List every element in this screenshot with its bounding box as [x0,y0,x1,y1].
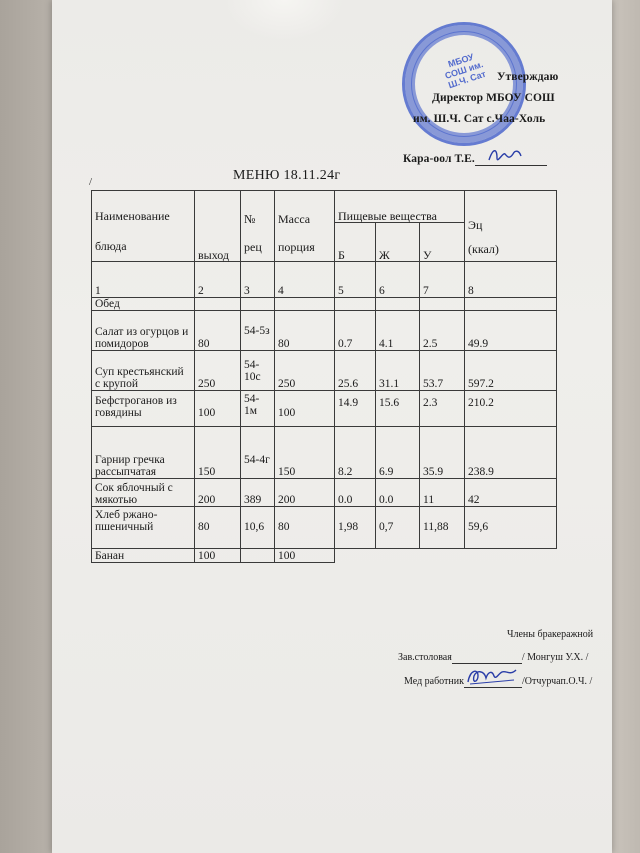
header-carbs: У [420,222,465,261]
num-cell: 7 [420,262,465,298]
dish-protein: 8.2 [335,427,376,479]
dish-recipe: 54-1м [241,391,275,427]
dish-energy: 59,6 [465,507,557,549]
sheet-glare [224,0,344,40]
dish-protein: 1,98 [335,507,376,549]
dish-recipe: 54-5з [241,311,275,351]
dish-energy: 597.2 [465,351,557,391]
numbering-row [92,262,557,298]
approval-signature-line [403,140,547,166]
dish-energy: 42 [465,479,557,507]
approval-line-1: Утверждаю [497,71,559,83]
dish-recipe: 10,6 [241,507,275,549]
signature-row-2 [404,676,592,688]
header-nutrients: Пищевые вещества [335,191,465,223]
table-row [92,549,557,563]
dish-mass: 100 [275,549,335,563]
dish-carbs: 53.7 [420,351,465,391]
dish-mass: 80 [275,311,335,351]
approval-line-3: им. Ш.Ч. Сат с.Чаа-Холь [413,113,546,125]
empty-cell [465,298,557,311]
num-cell: 2 [195,262,241,298]
approval-line-4: Кара-оол Т.Е. [403,153,475,165]
dish-output: 100 [195,391,241,427]
num-cell: 1 [92,262,195,298]
dish-energy [465,549,557,563]
dish-carbs: 11 [420,479,465,507]
empty-cell [335,298,376,311]
dish-name: Салат из огурцов и помидоров [92,311,195,351]
approval-line-2: Директор МБОУ СОШ [432,92,555,104]
dish-fat: 0.0 [376,479,420,507]
dish-name: Банан [92,549,195,563]
dish-name: Сок яблочный с мякотью [92,479,195,507]
header-fat: Ж [376,222,420,261]
commission-title: Члены бракеражной [507,629,594,640]
signature-row-1 [398,652,588,664]
dish-protein [335,549,376,563]
dish-recipe: 389 [241,479,275,507]
header-name: Наименование блюда [92,191,195,262]
header-recipe: № рец [241,191,275,262]
dish-protein: 14.9 [335,391,376,427]
dish-carbs: 35.9 [420,427,465,479]
dish-carbs: 11,88 [420,507,465,549]
approval-sign-field [475,140,547,166]
dish-output: 200 [195,479,241,507]
table-row [92,427,557,479]
meal-label: Обед [92,298,195,311]
dish-fat: 31.1 [376,351,420,391]
table-row [92,479,557,507]
dish-output: 80 [195,311,241,351]
medic-signature-icon [464,664,520,688]
table-row [92,311,557,351]
meal-row [92,298,557,311]
dish-fat: 6.9 [376,427,420,479]
header-mass: Масса порция [275,191,335,262]
dish-carbs: 2.3 [420,391,465,427]
dish-mass: 150 [275,427,335,479]
pen-mark: / [89,176,93,188]
dish-name: Бефстроганов из говядины [92,391,195,427]
dish-fat: 4.1 [376,311,420,351]
dish-recipe [241,549,275,563]
dish-protein: 0.7 [335,311,376,351]
dish-mass: 80 [275,507,335,549]
dish-name: Хлеб ржано-пшеничный [92,507,195,549]
dish-mass: 250 [275,351,335,391]
dish-protein: 0.0 [335,479,376,507]
dish-recipe: 54-10с [241,351,275,391]
dish-energy: 238.9 [465,427,557,479]
header-protein: Б [335,222,376,261]
official-stamp [402,22,526,146]
dish-name: Суп крестьянский с крупой [92,351,195,391]
stamp-center-text: МБОУ СОШ им. Ш.Ч. Сат [443,51,488,91]
dish-mass: 200 [275,479,335,507]
header-output: выход [195,191,241,262]
empty-cell [376,298,420,311]
signer-name: / Монгуш У.Х. / [521,652,589,663]
dish-output: 250 [195,351,241,391]
dish-mass: 100 [275,391,335,427]
menu-title: МЕНЮ 18.11.24г [233,168,341,183]
dish-carbs: 2.5 [420,311,465,351]
num-cell: 8 [465,262,557,298]
director-signature-icon [485,144,525,166]
role-label: Мед работник [404,676,464,687]
table-row [92,507,557,549]
table-row [92,351,557,391]
header-energy: Эц (ккал) [465,191,557,262]
dish-output: 80 [195,507,241,549]
dish-recipe: 54-4г [241,427,275,479]
menu-table [91,190,557,563]
sign-field [452,652,522,664]
dish-fat: 0,7 [376,507,420,549]
num-cell: 3 [241,262,275,298]
dish-name: Гарнир гречка рассыпчатая [92,427,195,479]
dish-output: 150 [195,427,241,479]
dish-energy: 49.9 [465,311,557,351]
num-cell: 4 [275,262,335,298]
dish-carbs [420,549,465,563]
table-row [92,391,557,427]
dish-protein: 25.6 [335,351,376,391]
num-cell: 5 [335,262,376,298]
empty-cell [241,298,275,311]
empty-cell [195,298,241,311]
empty-cell [420,298,465,311]
dish-output: 100 [195,549,241,563]
dish-fat [376,549,420,563]
empty-cell [275,298,335,311]
dish-energy: 210.2 [465,391,557,427]
dish-fat: 15.6 [376,391,420,427]
num-cell: 6 [376,262,420,298]
role-label: Зав.столовая [398,652,452,663]
signer-name: /Отчурчап.О.Ч. / [521,676,593,687]
sign-field [464,676,522,688]
